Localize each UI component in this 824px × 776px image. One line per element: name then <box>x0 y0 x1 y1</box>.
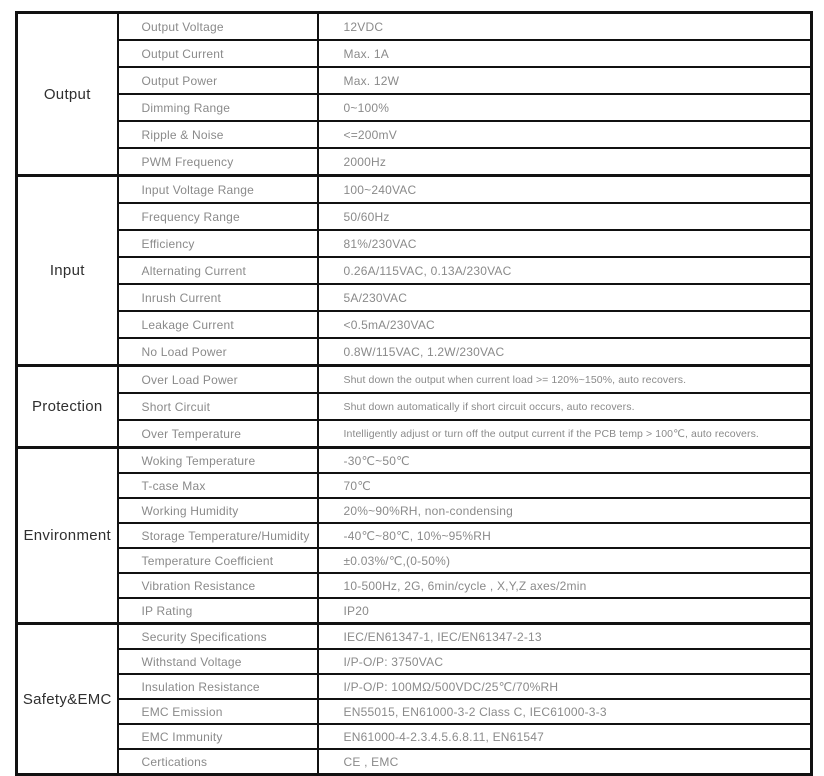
param-cell: Efficiency <box>118 230 318 257</box>
param-cell: Output Current <box>118 40 318 67</box>
value-cell: Intelligently adjust or turn off the output current if the PCB temp > 100℃, auto recovers. <box>318 420 812 448</box>
value-cell: Max. 12W <box>318 67 812 94</box>
param-cell: No Load Power <box>118 338 318 366</box>
table-row <box>17 649 812 674</box>
table-row <box>17 40 812 67</box>
param-cell: Output Power <box>118 67 318 94</box>
value-cell: I/P-O/P: 100MΩ/500VDC/25℃/70%RH <box>318 674 812 699</box>
table-row <box>17 674 812 699</box>
value-cell: IP20 <box>318 598 812 624</box>
param-cell: Insulation Resistance <box>118 674 318 699</box>
param-cell: Output Voltage <box>118 13 318 41</box>
param-cell: EMC Immunity <box>118 724 318 749</box>
table-row <box>17 573 812 598</box>
param-cell: Woking Temperature <box>118 448 318 474</box>
spec-table-body <box>17 13 812 775</box>
value-cell: 20%~90%RH, non-condensing <box>318 498 812 523</box>
table-row <box>17 13 812 41</box>
value-cell: 0.26A/115VAC, 0.13A/230VAC <box>318 257 812 284</box>
section-label-output: Output <box>17 13 118 176</box>
param-cell: Inrush Current <box>118 284 318 311</box>
value-cell: I/P-O/P: 3750VAC <box>318 649 812 674</box>
table-row <box>17 176 812 204</box>
table-row <box>17 420 812 448</box>
value-cell: <=200mV <box>318 121 812 148</box>
param-cell: Working Humidity <box>118 498 318 523</box>
section-label-protection: Protection <box>17 366 118 448</box>
table-row <box>17 724 812 749</box>
spec-table <box>15 11 813 776</box>
param-cell: T-case Max <box>118 473 318 498</box>
table-row <box>17 366 812 394</box>
value-cell: Shut down automatically if short circuit occurs, auto recovers. <box>318 393 812 420</box>
value-cell: Max. 1A <box>318 40 812 67</box>
table-row <box>17 257 812 284</box>
table-row <box>17 473 812 498</box>
param-cell: Frequency Range <box>118 203 318 230</box>
value-cell: CE , EMC <box>318 749 812 775</box>
value-cell: EN61000-4-2.3.4.5.6.8.11, EN61547 <box>318 724 812 749</box>
param-cell: Over Temperature <box>118 420 318 448</box>
param-cell: Input Voltage Range <box>118 176 318 204</box>
table-row <box>17 548 812 573</box>
param-cell: PWM Frequency <box>118 148 318 176</box>
value-cell: 0.8W/115VAC, 1.2W/230VAC <box>318 338 812 366</box>
table-row <box>17 498 812 523</box>
table-row <box>17 338 812 366</box>
value-cell: ±0.03%/℃,(0-50%) <box>318 548 812 573</box>
table-row <box>17 148 812 176</box>
table-row <box>17 67 812 94</box>
value-cell: 100~240VAC <box>318 176 812 204</box>
value-cell: 10-500Hz, 2G, 6min/cycle , X,Y,Z axes/2min <box>318 573 812 598</box>
table-row <box>17 311 812 338</box>
param-cell: Ripple & Noise <box>118 121 318 148</box>
param-cell: IP Rating <box>118 598 318 624</box>
value-cell: -30℃~50℃ <box>318 448 812 474</box>
value-cell: -40℃~80℃, 10%~95%RH <box>318 523 812 548</box>
param-cell: EMC Emission <box>118 699 318 724</box>
table-row <box>17 749 812 775</box>
table-row <box>17 284 812 311</box>
section-label-environment: Environment <box>17 448 118 624</box>
value-cell: 0~100% <box>318 94 812 121</box>
table-row <box>17 230 812 257</box>
section-label-safety-emc: Safety&EMC <box>17 624 118 775</box>
param-cell: Dimming Range <box>118 94 318 121</box>
section-label-input: Input <box>17 176 118 366</box>
value-cell: 12VDC <box>318 13 812 41</box>
value-cell: EN55015, EN61000-3-2 Class C, IEC61000-3-3 <box>318 699 812 724</box>
table-row <box>17 523 812 548</box>
param-cell: Withstand Voltage <box>118 649 318 674</box>
param-cell: Certications <box>118 749 318 775</box>
value-cell: Shut down the output when current load >= 120%~150%, auto recovers. <box>318 366 812 394</box>
param-cell: Alternating Current <box>118 257 318 284</box>
table-row <box>17 393 812 420</box>
param-cell: Short Circuit <box>118 393 318 420</box>
table-row <box>17 624 812 650</box>
value-cell: 5A/230VAC <box>318 284 812 311</box>
value-cell: 2000Hz <box>318 148 812 176</box>
table-row <box>17 448 812 474</box>
param-cell: Vibration Resistance <box>118 573 318 598</box>
table-row <box>17 203 812 230</box>
param-cell: Storage Temperature/Humidity <box>118 523 318 548</box>
param-cell: Security Specifications <box>118 624 318 650</box>
param-cell: Temperature Coefficient <box>118 548 318 573</box>
table-row <box>17 598 812 624</box>
value-cell: 81%/230VAC <box>318 230 812 257</box>
value-cell: 70℃ <box>318 473 812 498</box>
param-cell: Over Load Power <box>118 366 318 394</box>
table-row <box>17 121 812 148</box>
table-row <box>17 94 812 121</box>
value-cell: <0.5mA/230VAC <box>318 311 812 338</box>
value-cell: IEC/EN61347-1, IEC/EN61347-2-13 <box>318 624 812 650</box>
value-cell: 50/60Hz <box>318 203 812 230</box>
table-row <box>17 699 812 724</box>
param-cell: Leakage Current <box>118 311 318 338</box>
